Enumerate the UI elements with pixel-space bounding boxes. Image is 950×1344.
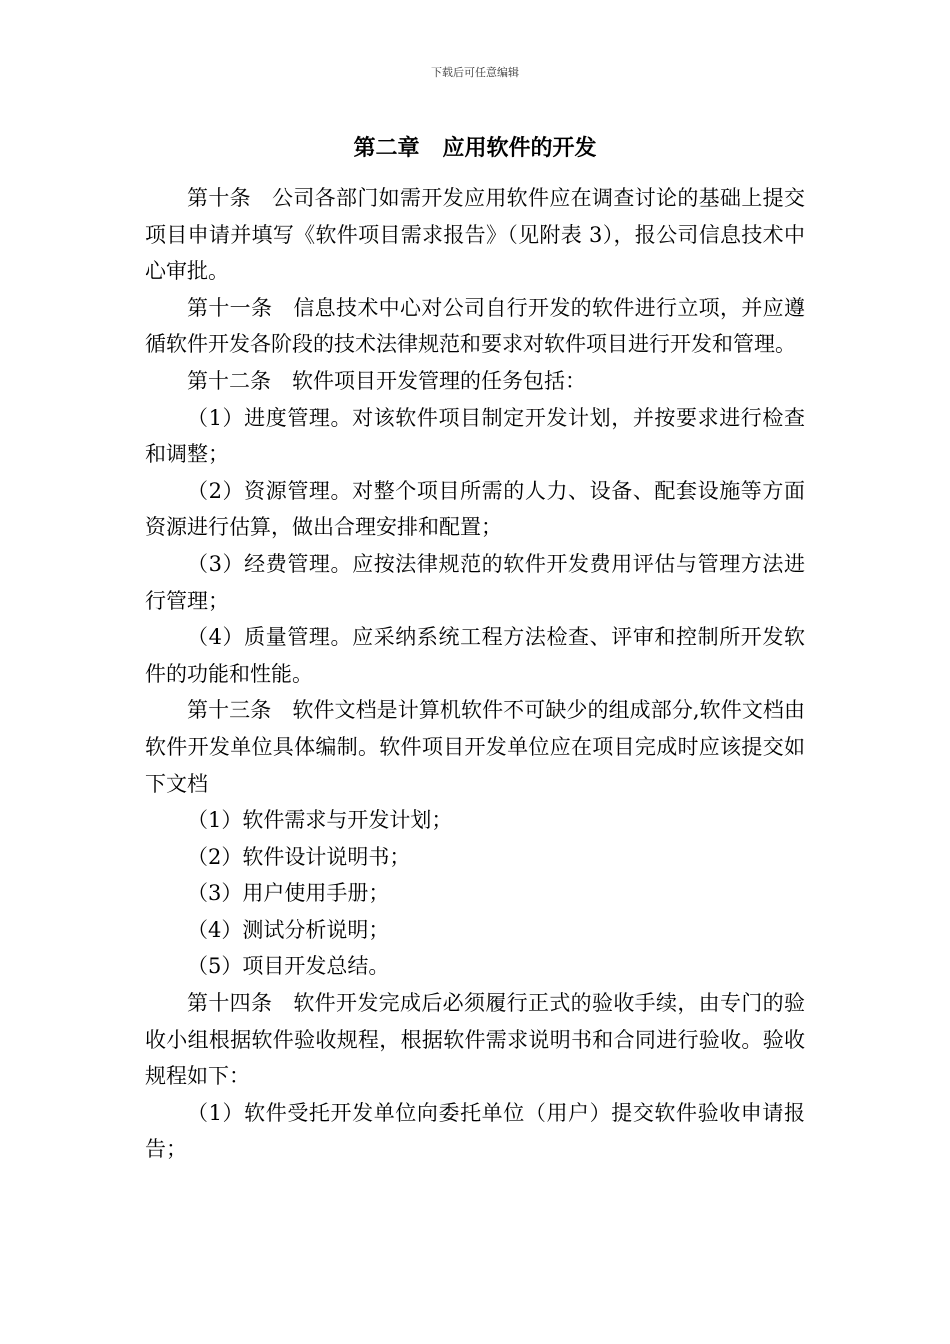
chapter-title: 第二章 应用软件的开发 — [353, 136, 597, 161]
article-label: 第十一条 — [187, 295, 273, 320]
article-11 — [145, 290, 805, 363]
article-12 — [145, 363, 805, 400]
list-item: （3）用户使用手册； — [187, 881, 390, 906]
list-item: （2）软件设计说明书； — [187, 844, 411, 869]
header-note: 下载后可任意编辑 — [431, 66, 519, 79]
list-item: （3）经费管理。应按法律规范的软件开发费用评估与管理方法进行管理； — [145, 551, 805, 613]
list-item: （4）测试分析说明； — [187, 917, 390, 942]
article-text: 软件开发完成后必须履行正式的验收手续，由专门的验收小组根据软件验收规程，根据软件需求说明书和合同进行验收。验收规程如下： — [145, 991, 806, 1089]
article-text: 软件文档是计算机软件不可缺少的组成部分,软件文档由软件开发单位具体编制。软件项目开发单位应在项目完成时应该提交如下文档 — [145, 698, 805, 796]
list-item: （1）软件需求与开发计划； — [187, 808, 453, 833]
list-item: （4）质量管理。应采纳系统工程方法检查、评审和控制所开发软件的功能和性能。 — [145, 625, 805, 686]
list-item: （1）进度管理。对该软件项目制定开发计划，并按要求进行检查和调整； — [145, 405, 805, 467]
article-label: 第十三条 — [187, 698, 272, 723]
list-item: （5）项目开发总结。 — [187, 954, 390, 979]
document-body — [145, 180, 805, 1168]
article-label: 第十四条 — [187, 991, 273, 1016]
article-text: 软件项目开发管理的任务包括： — [292, 368, 586, 393]
list-item: （2）资源管理。对整个项目所需的人力、设备、配套设施等方面资源进行估算，做出合理安排和配置； — [145, 478, 805, 540]
list-item: （1）软件受托开发单位向委托单位（用户）提交软件验收申请报告； — [145, 1100, 805, 1162]
article-13 — [145, 692, 805, 802]
article-10 — [145, 180, 805, 290]
article-label: 第十条 — [187, 186, 251, 210]
article-text: 公司各部门如需开发应用软件应在调查讨论的基础上提交项目申请并填写《软件项目需求报告》（见附表 3），报公司信息技术中心审批。 — [145, 186, 805, 284]
article-label: 第十二条 — [187, 368, 271, 393]
article-text: 信息技术中心对公司自行开发的软件进行立项，并应遵循软件开发各阶段的技术法律规范和要求对软件项目进行开发和管理。 — [145, 295, 806, 357]
article-14 — [145, 985, 805, 1095]
